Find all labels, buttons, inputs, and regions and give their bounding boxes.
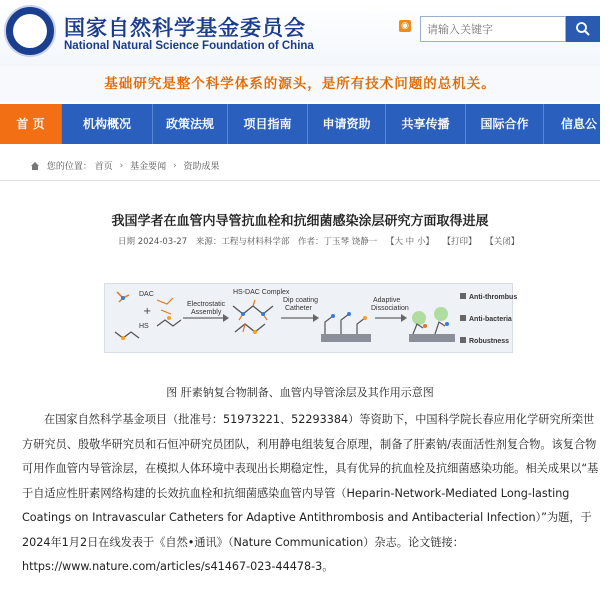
mixture [157, 298, 181, 326]
breadcrumb [30, 159, 220, 179]
nav-info[interactable]: 信息公 [560, 117, 597, 131]
nav-share[interactable]: 共享传播 [386, 104, 466, 144]
arrowhead-icon [313, 314, 319, 322]
article-source: 来源：工程与材料科学部 [195, 237, 290, 247]
dac-molecule [117, 292, 129, 302]
label-complex: HS-DAC Complex [233, 289, 290, 296]
label-step1b: Assembly [191, 309, 222, 316]
legend-marker [460, 293, 466, 299]
legend-anti-bacteria: Anti-bacteria [469, 316, 512, 323]
search-icon [575, 21, 591, 37]
adaptive-surface [409, 307, 455, 342]
print-button[interactable]: 【打印】 [442, 237, 477, 247]
chevron-right-icon: › [173, 160, 177, 171]
search-button[interactable] [566, 16, 600, 42]
heparin-schematic [105, 284, 518, 352]
hs-molecule [115, 332, 139, 340]
legend-anti-thrombus: Anti-thrombus [469, 294, 518, 301]
nav-apply[interactable]: 申请资助 [308, 104, 386, 144]
article-author: 作者：丁玉琴 饶静一 [298, 237, 378, 247]
coated-catheter [321, 312, 371, 342]
article-body: 在国家自然科学基金项目（批准号：51973221、52293384）等资助下，中国科学院长春应用化学研究所栾世方研究员、殷敬华研究员和石恒冲研究员团队，利用静电组装复合原理，制备了肝素钠/表面活性剂复合物。该复合物可用作血管内导管涂层，在模拟人体环境中表现出长期稳定性，具有优异的抗血栓及抗细菌感染功能。相关成果以“基于自适应性肝素网络构建的长效抗血栓和抗细菌感染血管内导管（Heparin-Network-Mediated Long-lasting Coatings on Intravascular Catheters for Adaptive Antithrombosis and Antibacterial Infection）”为题，于2024年1月2日在线发表于《自然•通讯》（Nature Communication）杂志。论文链接：https://www.nature.com/articles/s41467-023-44478-3。 [22, 413, 599, 573]
label-step3b: Dissociation [371, 305, 409, 312]
nav-guide[interactable]: 项目指南 [228, 104, 308, 144]
legend-marker [460, 315, 466, 321]
main-nav [0, 104, 600, 144]
nav-international[interactable]: 国际合作 [466, 104, 544, 144]
font-size-control[interactable]: 【大 中 小】 [385, 237, 434, 247]
site-header [0, 0, 600, 66]
logo-year: 1986 [22, 41, 38, 48]
breadcrumb-results[interactable]: 资助成果 [183, 162, 220, 172]
article-title: 我国学者在血管内导管抗血栓和抗细菌感染涂层研究方面取得进展 [111, 214, 489, 229]
label-step1: Electrostatic [187, 301, 226, 308]
arrowhead-icon [223, 314, 229, 322]
slogan-banner: 基础研究是整个科学体系的源头，是所有技术问题的总机关。 [0, 66, 600, 102]
article-date: 日期 2024-03-27 [118, 237, 188, 247]
close-button[interactable]: 【关闭】 [485, 237, 520, 247]
article-figure [104, 283, 518, 353]
figure-caption: 图 肝素钠复合物制备、血管内导管涂层及其作用示意图 [166, 386, 434, 399]
nav-policy[interactable]: 政策法规 [153, 104, 228, 144]
chevron-right-icon: › [119, 160, 124, 171]
site-title[interactable]: 国家自然科学基金委员会 [64, 16, 306, 40]
breadcrumb-label: 您的位置： [46, 162, 92, 172]
label-step2: Dip coating [283, 297, 319, 304]
nsfc-logo[interactable] [4, 5, 56, 57]
search-input[interactable] [420, 16, 566, 42]
legend-marker [460, 337, 466, 343]
nav-home[interactable]: 首 页 [0, 104, 62, 144]
breadcrumb-news[interactable]: 基金要闻 [130, 162, 167, 172]
plus-icon: + [143, 306, 152, 317]
legend-robustness: Robustness [469, 338, 510, 345]
label-hs: HS [139, 323, 149, 330]
label-step2b: Catheter [285, 305, 312, 312]
label-step3: Adaptive [373, 297, 401, 304]
arrowhead-icon [401, 314, 407, 322]
breadcrumb-home[interactable]: 首页 [94, 162, 113, 172]
home-icon [30, 161, 40, 171]
rss-icon[interactable]: ◉ [399, 20, 411, 32]
site-subtitle: National Natural Science Foundation of China [64, 40, 314, 52]
article-meta [118, 235, 525, 247]
nav-about[interactable]: 机构概况 [62, 104, 153, 144]
divider [0, 180, 600, 181]
complex-network [233, 300, 273, 334]
label-dac: DAC [139, 291, 154, 298]
